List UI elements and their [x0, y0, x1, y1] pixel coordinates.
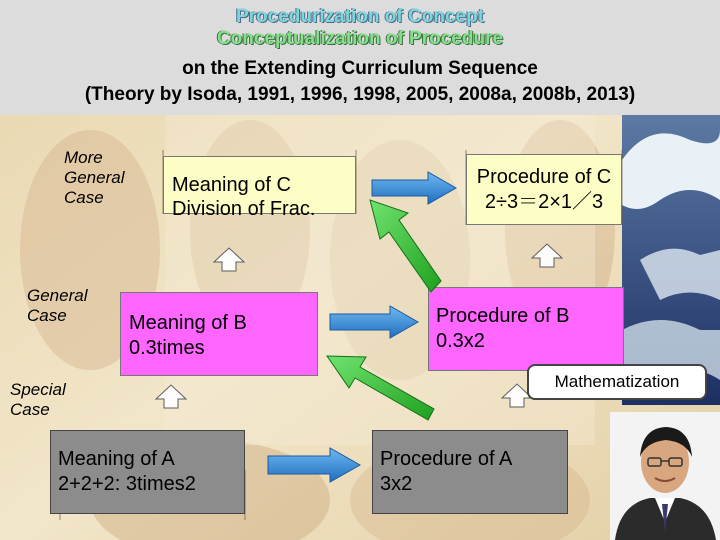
box-meaning-c: Meaning of C Division of Frac. [163, 156, 356, 214]
label-more-general-case: More General Case [64, 148, 125, 207]
box-meaning-a: Meaning of A 2+2+2: 3times2 [50, 430, 245, 514]
subtitle-curriculum: on the Extending Curriculum Sequence [182, 58, 538, 79]
box-meaning-b: Meaning of B 0.3times [120, 292, 318, 376]
title-banner [0, 0, 720, 115]
label-general-case: General Case [27, 286, 88, 325]
box-procedure-c: Procedure of C 2÷3＝2×1／3 [466, 154, 622, 225]
label-special-case: Special Case [10, 380, 66, 419]
mathematization-callout: Mathematization [527, 364, 707, 400]
box-procedure-b: Procedure of B 0.3x2 [428, 287, 624, 371]
box-procedure-a: Procedure of A 3x2 [372, 430, 568, 514]
title-conceptualization: Conceptualization of Procedure [216, 28, 504, 49]
subtitle-theory: (Theory by Isoda, 1991, 1996, 1998, 2005, 2008a, 2008b, 2013) [84, 84, 636, 105]
presenter-photo [610, 412, 720, 540]
title-procedurization: Procedurization of Concept [235, 6, 485, 27]
